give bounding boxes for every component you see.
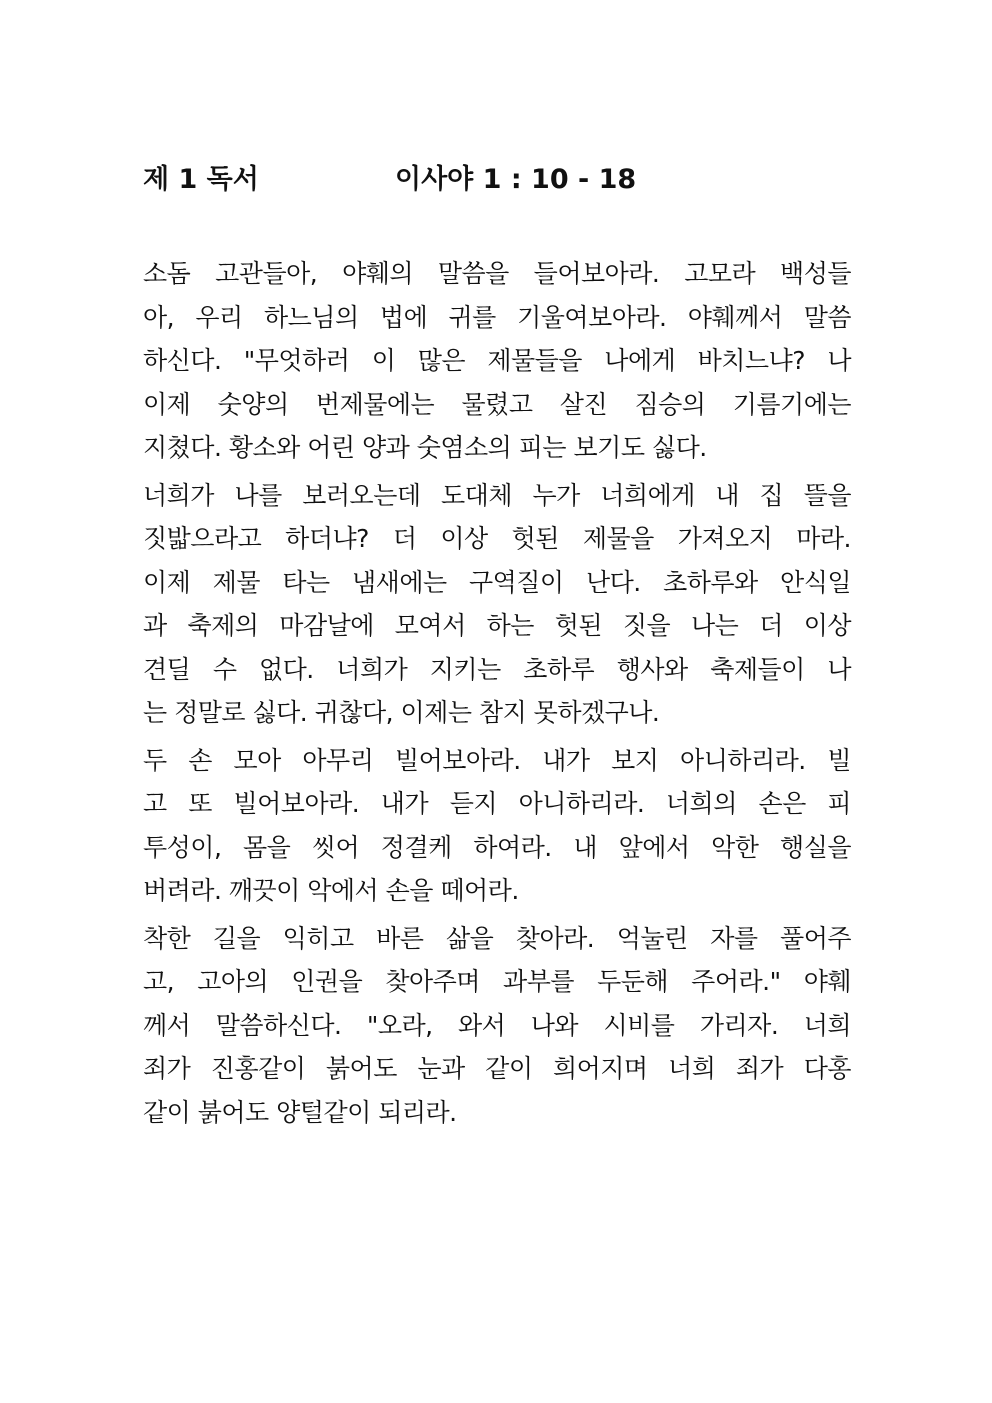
paragraph [143, 739, 851, 913]
text-line: 너희가 나를 보러오는데 도대체 누가 너희에게 내 집 뜰을 [143, 480, 851, 510]
text-line: 지쳤다. 황소와 어린 양과 숫염소의 피는 보기도 싫다. [143, 433, 707, 462]
scripture-reference: 이사야 1 : 10 - 18 [395, 164, 637, 195]
reading-label: 제 1 독서 [143, 164, 259, 195]
text-line: 과 축제의 마감날에 모여서 하는 헛된 짓을 나는 더 이상 [143, 611, 851, 640]
text-line: 께서 말씀하신다. "오라, 와서 나와 시비를 가리자. 너희 [143, 1010, 851, 1040]
text-line: 짓밟으라고 하더냐? 더 이상 헛된 제물을 가져오지 마라. [143, 524, 851, 553]
paragraph [143, 252, 851, 470]
paragraph [143, 917, 851, 1135]
text-line: 이제 숫양의 번제물에는 물렸고 살진 짐승의 기름기에는 [143, 389, 851, 419]
text-line: 버려라. 깨끗이 악에서 손을 떼어라. [143, 876, 519, 905]
text-line: 투성이, 몸을 씻어 정결케 하여라. 내 앞에서 악한 행실을 [143, 832, 851, 862]
text-line: 착한 길을 익히고 바른 삶을 찾아라. 억눌린 자를 풀어주 [143, 923, 851, 953]
reading-heading [143, 158, 853, 202]
text-line: 하신다. "무엇하러 이 많은 제물들을 나에게 바치느냐? 나 [143, 346, 851, 375]
text-line: 고 또 빌어보아라. 내가 듣지 아니하리라. 너희의 손은 피 [143, 789, 851, 818]
text-line: 죄가 진홍같이 붉어도 눈과 같이 희어지며 너희 죄가 다홍 [143, 1054, 851, 1083]
reading-body [143, 252, 851, 1138]
text-line: 견딜 수 없다. 너희가 지키는 초하루 행사와 축제들이 나 [143, 654, 851, 684]
text-line: 이제 제물 타는 냄새에는 구역질이 난다. 초하루와 안식일 [143, 567, 851, 597]
text-line: 같이 붉어도 양털같이 되리라. [143, 1097, 457, 1127]
text-line: 두 손 모아 아무리 빌어보아라. 내가 보지 아니하리라. 빌 [143, 745, 851, 775]
text-line: 소돔 고관들아, 야훼의 말씀을 들어보아라. 고모라 백성들 [143, 259, 851, 288]
text-line: 고, 고아의 인권을 찾아주며 과부를 두둔해 주어라." 야훼 [143, 967, 851, 996]
paragraph [143, 474, 851, 735]
text-line: 아, 우리 하느님의 법에 귀를 기울여보아라. 야훼께서 말씀 [143, 302, 851, 332]
text-line: 는 정말로 싫다. 귀찮다, 이제는 참지 못하겠구나. [143, 698, 660, 727]
